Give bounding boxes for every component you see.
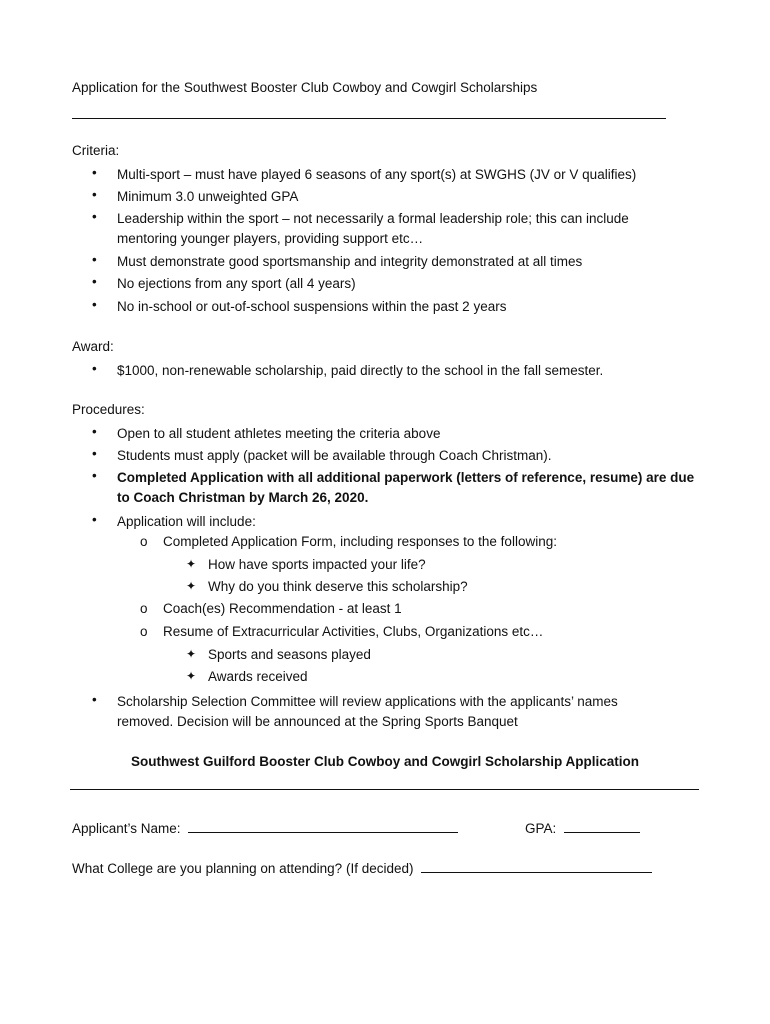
procedure-item: Scholarship Selection Committee will review applications with the applicants’ names removed. Decision will be announced at the Spring Sports Banquet bbox=[117, 694, 618, 729]
procedure-item-deadline: Completed Application with all additional paperwork (letters of reference, resume) are due to Coach Christman by March 26, 2020. bbox=[117, 470, 695, 505]
award-item: $1000, non-renewable scholarship, paid directly to the school in the fall semester. bbox=[117, 363, 604, 378]
criteria-heading: Criteria: bbox=[72, 143, 120, 158]
criteria-item: Must demonstrate good sportsmanship and integrity demonstrated at all times bbox=[117, 254, 583, 269]
bullet: • bbox=[92, 297, 97, 312]
gpa-row bbox=[525, 818, 640, 836]
sub-bullet: o bbox=[140, 534, 148, 549]
star-icon: ✦ bbox=[186, 669, 197, 683]
applicant-name-field[interactable] bbox=[188, 818, 458, 833]
college-field[interactable] bbox=[421, 858, 652, 873]
bullet: • bbox=[92, 165, 97, 180]
criteria-item: Multi-sport – must have played 6 seasons of any sport(s) at SWGHS (JV or V qualifies) bbox=[117, 167, 637, 182]
college-label: What College are you planning on attending? (If decided) bbox=[72, 861, 414, 876]
criteria-item: No ejections from any sport (all 4 years) bbox=[117, 276, 356, 291]
gpa-label: GPA: bbox=[525, 821, 557, 836]
resume-item: Awards received bbox=[208, 669, 308, 684]
bullet: • bbox=[92, 512, 97, 527]
procedure-sub-item: Completed Application Form, including responses to the following: bbox=[163, 534, 557, 549]
title-underline bbox=[72, 118, 666, 119]
college-row bbox=[72, 858, 652, 876]
bullet: • bbox=[92, 252, 97, 267]
star-icon: ✦ bbox=[186, 557, 197, 571]
criteria-item: Minimum 3.0 unweighted GPA bbox=[117, 189, 299, 204]
application-heading: Southwest Guilford Booster Club Cowboy and Cowgirl Scholarship Application bbox=[130, 754, 639, 769]
procedure-sub-item: Coach(es) Recommendation - at least 1 bbox=[163, 601, 402, 616]
form-question: Why do you think deserve this scholarship? bbox=[208, 579, 468, 594]
bullet: • bbox=[92, 187, 97, 202]
bullet: • bbox=[92, 468, 97, 483]
form-question: How have sports impacted your life? bbox=[208, 557, 426, 572]
criteria-item: No in-school or out-of-school suspensions within the past 2 years bbox=[117, 299, 507, 314]
bullet: • bbox=[92, 361, 97, 376]
applicant-name-label: Applicant’s Name: bbox=[72, 821, 181, 836]
procedures-heading: Procedures: bbox=[72, 402, 145, 417]
bullet: • bbox=[92, 209, 97, 224]
sub-bullet: o bbox=[140, 624, 148, 639]
document-title: Application for the Southwest Booster Club Cowboy and Cowgirl Scholarships bbox=[72, 80, 538, 95]
procedure-item: Students must apply (packet will be available through Coach Christman). bbox=[117, 448, 552, 463]
gpa-field[interactable] bbox=[564, 818, 640, 833]
sub-bullet: o bbox=[140, 601, 148, 616]
award-heading: Award: bbox=[72, 339, 114, 354]
section-divider bbox=[70, 789, 699, 790]
applicant-name-row bbox=[72, 818, 458, 836]
procedure-sub-item: Resume of Extracurricular Activities, Clubs, Organizations etc… bbox=[163, 624, 544, 639]
resume-item: Sports and seasons played bbox=[208, 647, 371, 662]
bullet: • bbox=[92, 692, 97, 707]
bullet: • bbox=[92, 274, 97, 289]
bullet: • bbox=[92, 446, 97, 461]
criteria-item: Leadership within the sport – not necessarily a formal leadership role; this can include mentoring younger players, providing support etc… bbox=[117, 211, 629, 246]
bullet: • bbox=[92, 424, 97, 439]
star-icon: ✦ bbox=[186, 647, 197, 661]
procedure-item: Application will include: bbox=[117, 514, 256, 529]
procedure-item: Open to all student athletes meeting the criteria above bbox=[117, 426, 441, 441]
star-icon: ✦ bbox=[186, 579, 197, 593]
